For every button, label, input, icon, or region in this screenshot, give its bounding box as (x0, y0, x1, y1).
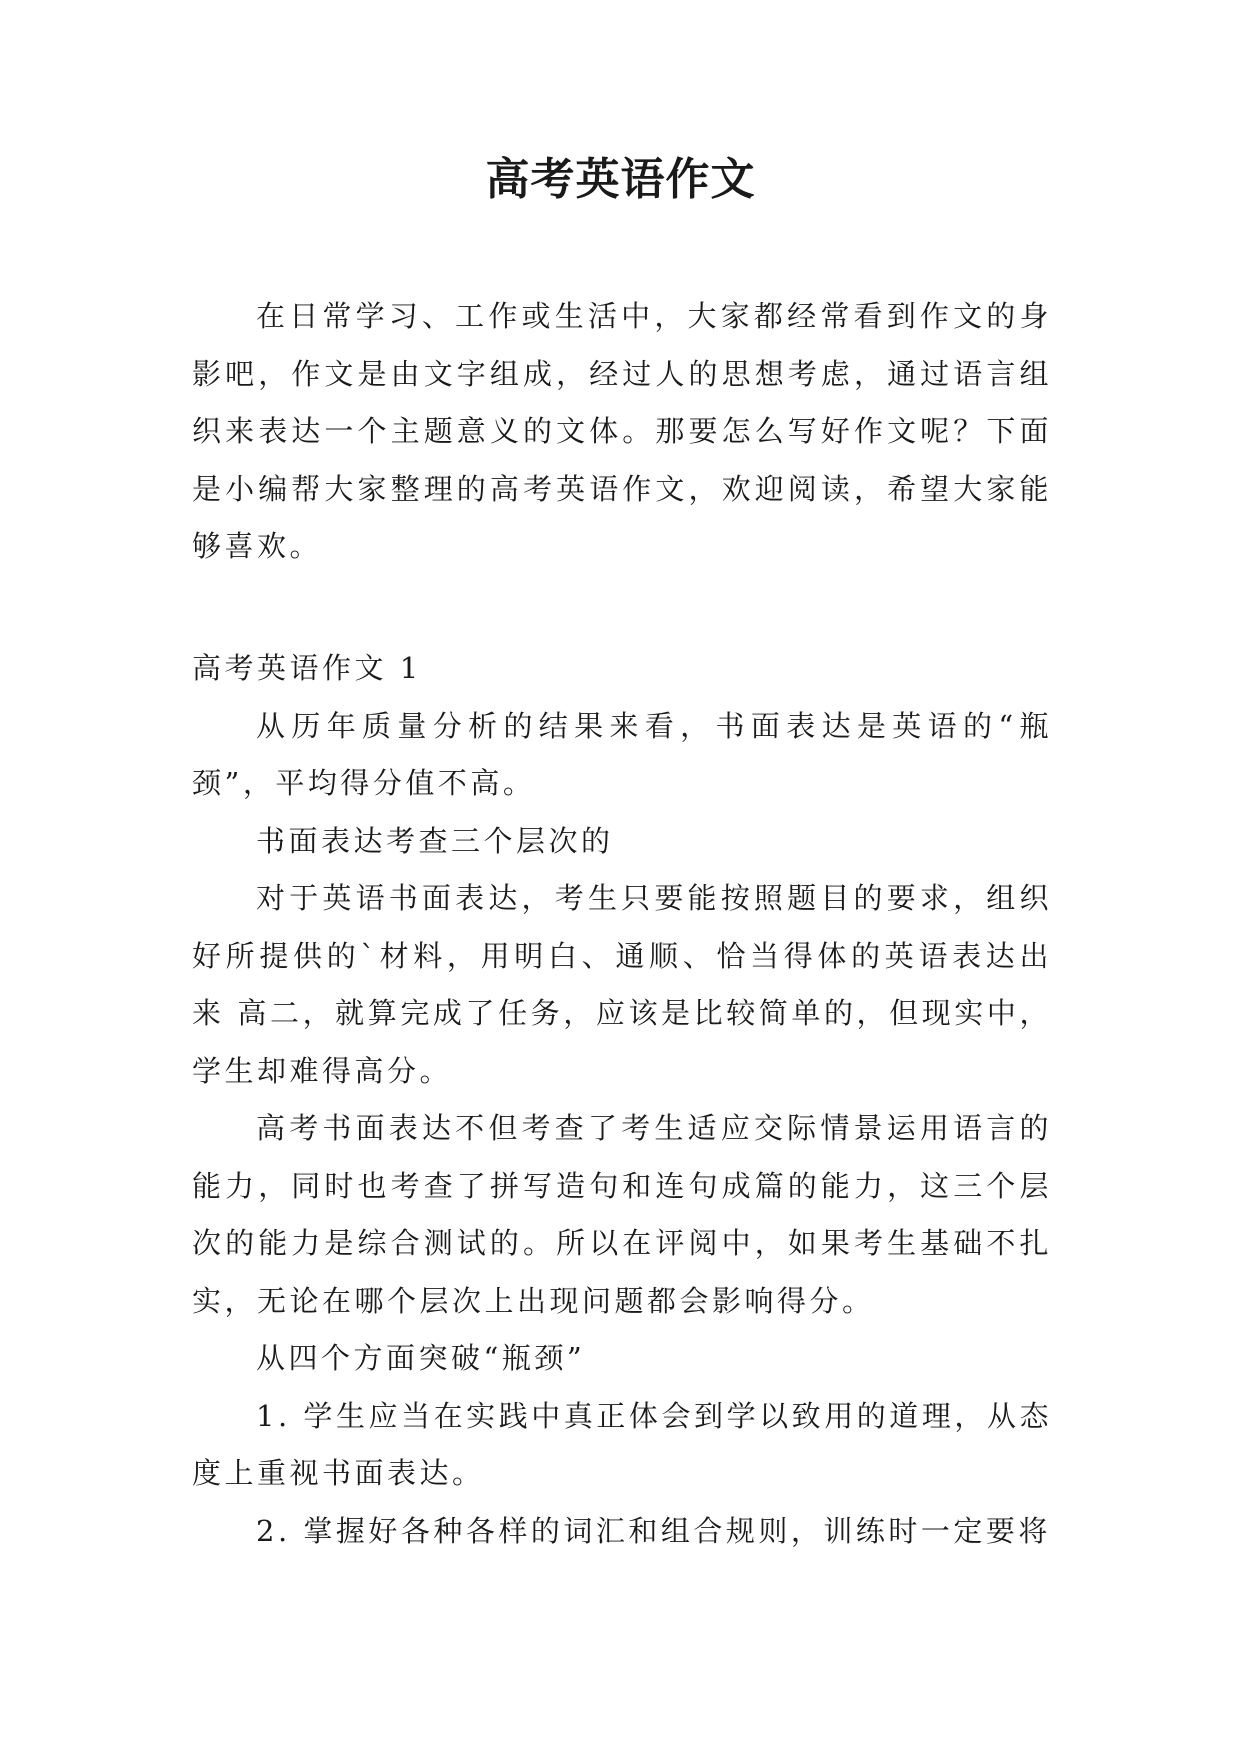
intro-paragraph: 在日常学习、工作或生活中，大家都经常看到作文的身影吧，作文是由文字组成，经过人的思想考虑，通过语言组织来表达一个主题意义的文体。那要怎么写好作文呢？下面是小编帮大家整理的高考英语作文，欢迎阅读，希望大家能够喜欢。 (192, 299, 1052, 563)
essay-section-1 (192, 640, 1052, 1560)
paragraph-5: 从四个方面突破“瓶颈” (256, 1341, 586, 1375)
paragraph-3: 对于英语书面表达，考生只要能按照题目的要求，组织好所提供的`材料，用明白、通顺、恰当得体的英语表达出来 高二，就算完成了任务，应该是比较简单的，但现实中，学生却难得高分。 (192, 881, 1052, 1088)
document-title: 高考英语作文 (485, 154, 756, 205)
intro-section (192, 288, 1052, 576)
section-heading: 高考英语作文 1 (192, 651, 422, 685)
paragraph-6: 1. 学生应当在实践中真正体会到学以致用的道理，从态度上重视书面表达。 (192, 1398, 1052, 1490)
paragraph-7: 2. 掌握好各种各样的词汇和组合规则，训练时一定要将 (256, 1513, 1051, 1548)
paragraph-4: 高考书面表达不但考查了考生适应交际情景运用语言的能力，同时也考查了拼写造句和连句成篇的能力，这三个层次的能力是综合测试的。所以在评阅中，如果考生基础不扎实，无论在哪个层次上出现问题都会影响得分。 (192, 1111, 1052, 1318)
paragraph-1: 从历年质量分析的结果来看，书面表达是英语的“瓶颈”，平均得分值不高。 (192, 708, 1052, 800)
paragraph-2: 书面表达考查三个层次的 (256, 823, 614, 858)
